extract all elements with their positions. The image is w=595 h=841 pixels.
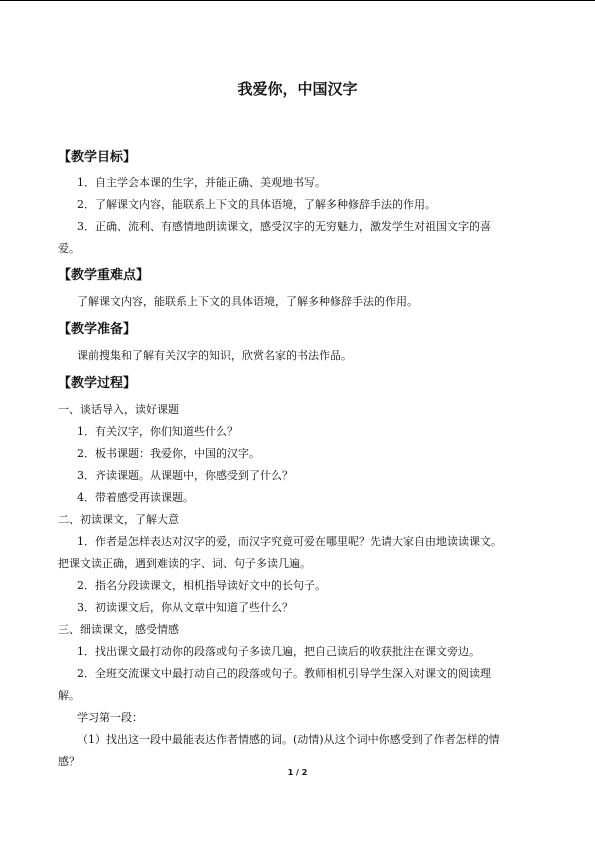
- heading-process: 【教学过程】: [58, 376, 137, 391]
- process-line-11: 三、细读课文，感受情感: [58, 623, 179, 636]
- process-line-4: 3．齐读课题。从课题中，你感受到了什么？: [77, 469, 293, 482]
- heading-preparation: 【教学准备】: [58, 322, 137, 337]
- goals-line-3: 3．正确、流利、有感情地朗读课文，感受汉字的无穷魅力，激发学生对祖国文字的喜: [77, 220, 491, 233]
- goals-line-1: 1．自主学会本课的生字，并能正确、美观地书写。: [77, 176, 326, 189]
- process-line-6: 二、初读课文，了解大意: [58, 513, 179, 526]
- document-title: 我爱你，中国汉字: [237, 80, 358, 98]
- heading-key-points: 【教学重难点】: [58, 268, 150, 283]
- preparation-line-1: 课前搜集和了解有关汉字的知识，欣赏名家的书法作品。: [77, 349, 352, 362]
- process-line-7: 1．作者是怎样表达对汉字的爱，而汉字究竟可爱在哪里呢？先请大家自由地读读课文。: [77, 535, 502, 548]
- process-line-17: 感？: [58, 755, 80, 768]
- goals-line-2: 2．了解课文内容，能联系上下文的具体语境，了解多种修辞手法的作用。: [77, 198, 436, 211]
- page-number: 1 / 2: [287, 768, 308, 777]
- goals-line-4: 爱。: [58, 242, 80, 255]
- process-line-12: 1．找出课文最打动你的段落或句子多读几遍，把自己读后的收获批注在课文旁边。: [77, 645, 480, 658]
- process-line-8: 把课文读正确，遇到难读的字、词、句子多读几遍。: [58, 557, 311, 570]
- process-line-5: 4．带着感受再读课题。: [77, 491, 194, 504]
- process-line-3: 2．板书课题：我爱你，中国的汉字。: [77, 447, 260, 460]
- heading-goals: 【教学目标】: [58, 150, 137, 165]
- process-line-14: 解。: [58, 689, 80, 702]
- process-line-2: 1．有关汉字，你们知道些什么？: [77, 425, 238, 438]
- process-line-9: 2．指名分段读课文，相机指导读好文中的长句子。: [77, 579, 326, 592]
- key-points-line-1: 了解课文内容，能联系上下文的具体语境，了解多种修辞手法的作用。: [77, 295, 418, 308]
- page-top-rule: [0, 0, 595, 1]
- process-line-13: 2．全班交流课文中最打动自己的段落或句子。教师相机引导学生深入对课文的阅读理: [77, 667, 491, 680]
- process-line-1: 一、谈话导入，读好课题: [58, 403, 179, 416]
- process-line-16: （1）找出这一段中最能表达作者情感的词。(动情)从这个词中你感受到了作者怎样的情: [77, 733, 500, 746]
- process-line-15: 学习第一段：: [77, 711, 143, 724]
- process-line-10: 3．初读课文后，你从文章中知道了些什么？: [77, 601, 293, 614]
